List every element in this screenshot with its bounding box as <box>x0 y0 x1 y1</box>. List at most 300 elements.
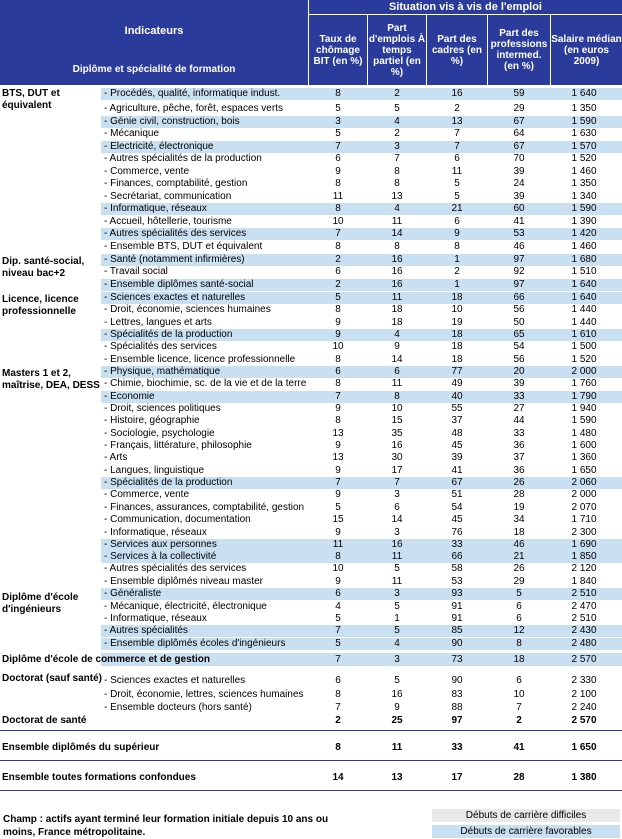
row-value-ca: 16 <box>451 88 463 99</box>
row-value-s: 2 480 <box>571 638 597 649</box>
table-row <box>101 601 622 613</box>
row-value-p: 2 <box>394 128 400 139</box>
row-value-s: 1 390 <box>571 216 597 227</box>
table-row <box>101 88 622 100</box>
row-specialty: - Mécanique, électricité, électronique <box>104 601 267 612</box>
table-row <box>101 702 622 714</box>
row-value-c: 5 <box>335 103 341 114</box>
row-value-c: 9 <box>335 465 341 476</box>
row-value-ca: 45 <box>451 440 463 451</box>
group-label-ingenieurs: Diplôme d'école d'ingénieurs <box>2 592 79 615</box>
row-value-ca: 8 <box>454 241 460 252</box>
row-value-p: 4 <box>394 116 400 127</box>
row-value-pi: 12 <box>513 625 525 636</box>
table-row <box>101 403 622 415</box>
row-value-c: 5 <box>335 613 341 624</box>
table-row <box>101 103 622 115</box>
group-label-licence: Licence, licence professionnelle <box>2 294 79 317</box>
row-value-pi: 64 <box>513 128 525 139</box>
table-row <box>101 203 622 215</box>
row-value-ca: 90 <box>451 675 463 686</box>
row-value-pi: 5 <box>516 588 522 599</box>
row-value-ca: 93 <box>451 588 463 599</box>
row-value-p: 5 <box>394 625 400 636</box>
row-value-ca: 76 <box>451 527 463 538</box>
table-row <box>101 477 622 489</box>
row-value-ca: 51 <box>451 489 463 500</box>
row-value-pi: 39 <box>513 191 525 202</box>
row-value-ca: 19 <box>451 317 463 328</box>
row-value-pi: 46 <box>513 539 525 550</box>
row-value-s: 1 440 <box>571 304 597 315</box>
col-header-chomage: Taux de chômage BIT (en %) <box>309 15 367 85</box>
row-specialty: - Services aux personnes <box>104 539 217 550</box>
row-value-p: 14 <box>391 514 403 525</box>
row-value-p: 8 <box>394 391 400 402</box>
table-row <box>101 415 622 427</box>
row-value-p: 18 <box>391 304 403 315</box>
row-value-ca: 77 <box>451 366 463 377</box>
row-value-p: 5 <box>394 601 400 612</box>
row-value-ca: 55 <box>451 403 463 414</box>
row-specialty: - Informatique, réseaux <box>104 527 207 538</box>
indicators-header <box>0 0 308 85</box>
row-specialty: - Autres spécialités <box>104 625 188 636</box>
row-value-c: 9 <box>335 440 341 451</box>
row-value-p: 11 <box>391 378 403 389</box>
row-value-s: 1 420 <box>571 228 597 239</box>
summary-value-s: 1 380 <box>571 772 597 783</box>
row-value-ca: 33 <box>451 539 463 550</box>
group-label-bts: BTS, DUT et équivalent <box>2 88 60 111</box>
row-value-s: 2 000 <box>571 489 597 500</box>
row-value-c: 7 <box>335 477 341 488</box>
diploma-title: Diplôme et spécialité de formation <box>72 64 236 75</box>
row-value-pi: 29 <box>513 576 525 587</box>
table-row <box>101 689 622 701</box>
row-value-s: 1 570 <box>571 141 597 152</box>
row-value-pi: 67 <box>513 116 525 127</box>
row-value-pi: 53 <box>513 228 525 239</box>
row-value-p: 9 <box>394 702 400 713</box>
row-specialty: - Français, littérature, philosophie <box>104 440 252 451</box>
row-value-s: 1 360 <box>571 452 597 463</box>
row-value-p: 14 <box>391 354 403 365</box>
row-value-pi: 41 <box>513 216 525 227</box>
row-value-ca: 67 <box>451 477 463 488</box>
row-value-p: 16 <box>391 254 403 265</box>
row-value-ca: 18 <box>451 329 463 340</box>
row-value-c: 7 <box>335 391 341 402</box>
row-value-c: 7 <box>335 141 341 152</box>
row-value-s: 2 060 <box>571 477 597 488</box>
row-value-p: 14 <box>391 228 403 239</box>
row-specialty: - Commerce, vente <box>104 166 190 177</box>
footer-champ: Champ : actifs ayant terminé leur formation initiale depuis 10 ans ou moins, France métropolitaine. <box>3 814 329 838</box>
row-value-p: 8 <box>394 166 400 177</box>
row-specialty: - Spécialités de la production <box>104 329 233 340</box>
row-specialty: - Agriculture, pêche, forêt, espaces verts <box>104 103 283 114</box>
row-value-p: 16 <box>391 539 403 550</box>
row-specialty: - Droit, sciences politiques <box>104 403 221 414</box>
separator-line <box>0 790 622 791</box>
summary-value-p: 11 <box>391 742 403 753</box>
row-specialty: - Ensemble diplômes santé-social <box>104 279 254 290</box>
summary-value-ca: 73 <box>451 654 463 665</box>
row-value-c: 9 <box>335 403 341 414</box>
table-row <box>101 341 622 353</box>
row-specialty: - Finances, assurances, comptabilité, gestion <box>104 502 305 513</box>
row-value-ca: 1 <box>454 254 460 265</box>
row-value-p: 11 <box>391 292 403 303</box>
table-row <box>101 440 622 452</box>
row-value-p: 11 <box>391 216 403 227</box>
row-value-p: 1 <box>394 613 400 624</box>
row-value-p: 16 <box>391 689 403 700</box>
table-row <box>101 354 622 366</box>
row-value-pi: 10 <box>513 689 525 700</box>
row-value-s: 1 850 <box>571 551 597 562</box>
summary-label: Doctorat de santé <box>2 715 87 726</box>
row-value-s: 2 470 <box>571 601 597 612</box>
table-row <box>101 317 622 329</box>
row-value-pi: 65 <box>513 329 525 340</box>
row-value-pi: 26 <box>513 477 525 488</box>
group-label-doctorat: Doctorat (sauf santé) <box>2 673 103 684</box>
row-value-s: 1 650 <box>571 465 597 476</box>
row-specialty: - Travail social <box>104 266 168 277</box>
row-specialty: - Droit, économie, sciences humaines <box>104 304 271 315</box>
row-value-pi: 36 <box>513 465 525 476</box>
row-value-c: 5 <box>335 128 341 139</box>
row-value-pi: 66 <box>513 292 525 303</box>
row-value-p: 16 <box>391 440 403 451</box>
table-row <box>101 613 622 625</box>
row-specialty: - Mécanique <box>104 128 160 139</box>
row-value-pi: 59 <box>513 88 525 99</box>
row-value-p: 6 <box>394 502 400 513</box>
row-value-pi: 28 <box>513 489 525 500</box>
col-header-prof-interm: Part des professions intermed. (en %) <box>488 15 550 85</box>
row-value-c: 8 <box>335 689 341 700</box>
row-value-p: 16 <box>391 266 403 277</box>
row-value-pi: 39 <box>513 378 525 389</box>
row-specialty: - Ensemble docteurs (hors santé) <box>104 702 252 713</box>
row-value-p: 9 <box>394 341 400 352</box>
row-value-c: 5 <box>335 502 341 513</box>
row-value-s: 1 940 <box>571 403 597 414</box>
row-value-c: 8 <box>335 415 341 426</box>
row-value-c: 5 <box>335 638 341 649</box>
row-value-c: 2 <box>335 279 341 290</box>
row-specialty: - Ensemble diplômés écoles d'ingénieurs <box>104 638 286 649</box>
row-value-s: 1 680 <box>571 254 597 265</box>
row-value-p: 4 <box>394 638 400 649</box>
row-value-c: 9 <box>335 329 341 340</box>
row-value-s: 1 590 <box>571 203 597 214</box>
row-value-ca: 39 <box>451 452 463 463</box>
row-value-pi: 29 <box>513 103 525 114</box>
table-row <box>101 141 622 153</box>
row-value-ca: 5 <box>454 178 460 189</box>
row-value-c: 5 <box>335 292 341 303</box>
row-specialty: - Langues, linguistique <box>104 465 205 476</box>
row-value-c: 7 <box>335 625 341 636</box>
row-value-s: 2 070 <box>571 502 597 513</box>
row-value-ca: 53 <box>451 576 463 587</box>
row-value-s: 1 790 <box>571 391 597 402</box>
row-value-p: 11 <box>391 576 403 587</box>
row-value-p: 30 <box>391 452 403 463</box>
row-value-pi: 26 <box>513 563 525 574</box>
row-value-c: 10 <box>332 216 344 227</box>
row-value-s: 2 120 <box>571 563 597 574</box>
row-value-s: 1 710 <box>571 514 597 525</box>
row-value-pi: 92 <box>513 266 525 277</box>
row-value-c: 9 <box>335 317 341 328</box>
row-specialty: - Histoire, géographie <box>104 415 200 426</box>
row-value-ca: 66 <box>451 551 463 562</box>
row-value-p: 18 <box>391 317 403 328</box>
row-value-c: 9 <box>335 576 341 587</box>
table-row <box>101 153 622 165</box>
row-specialty: - Généraliste <box>104 588 162 599</box>
summary-value-c: 14 <box>332 772 344 783</box>
row-specialty: - Communication, documentation <box>104 514 251 525</box>
table-row <box>101 514 622 526</box>
row-value-p: 3 <box>394 527 400 538</box>
legend-favorable: Débuts de carrière favorables <box>432 825 620 838</box>
row-specialty: - Accueil, hôtellerie, tourisme <box>104 216 232 227</box>
group-label-masters: Masters 1 et 2, maîtrise, DEA, DESS <box>2 368 100 391</box>
row-value-ca: 45 <box>451 514 463 525</box>
row-value-pi: 34 <box>513 514 525 525</box>
row-specialty: - Spécialités des services <box>104 341 217 352</box>
summary-value-c: 2 <box>335 715 341 726</box>
table-row <box>101 539 622 551</box>
row-value-s: 1 760 <box>571 378 597 389</box>
row-value-c: 9 <box>335 489 341 500</box>
row-value-s: 1 590 <box>571 116 597 127</box>
row-value-ca: 2 <box>454 103 460 114</box>
row-specialty: - Ensemble diplômés niveau master <box>104 576 263 587</box>
row-value-c: 9 <box>335 527 341 538</box>
row-value-s: 2 330 <box>571 675 597 686</box>
row-value-ca: 54 <box>451 502 463 513</box>
row-value-ca: 58 <box>451 563 463 574</box>
row-specialty: - Autres spécialités de la production <box>104 153 262 164</box>
row-value-ca: 88 <box>451 702 463 713</box>
summary-value-c: 7 <box>335 654 341 665</box>
table-row <box>101 216 622 228</box>
row-value-c: 10 <box>332 563 344 574</box>
row-specialty: - Autres spécialités des services <box>104 228 247 239</box>
summary-value-ca: 33 <box>451 742 463 753</box>
row-value-c: 4 <box>335 601 341 612</box>
row-value-s: 1 630 <box>571 128 597 139</box>
row-value-ca: 18 <box>451 341 463 352</box>
row-value-ca: 40 <box>451 391 463 402</box>
row-value-c: 8 <box>335 203 341 214</box>
row-value-ca: 9 <box>454 228 460 239</box>
table-row <box>101 266 622 278</box>
row-value-p: 3 <box>394 141 400 152</box>
row-value-s: 1 600 <box>571 440 597 451</box>
row-value-p: 16 <box>391 279 403 290</box>
row-value-s: 2 510 <box>571 588 597 599</box>
row-value-pi: 67 <box>513 141 525 152</box>
row-value-ca: 37 <box>451 415 463 426</box>
summary-value-pi: 18 <box>513 654 525 665</box>
row-value-c: 13 <box>332 452 344 463</box>
row-value-s: 1 640 <box>571 88 597 99</box>
group-label-sante-social: Dip. santé-social, niveau bac+2 <box>2 256 85 279</box>
row-value-c: 8 <box>335 241 341 252</box>
row-value-pi: 60 <box>513 203 525 214</box>
row-value-pi: 24 <box>513 178 525 189</box>
row-value-ca: 7 <box>454 141 460 152</box>
table-row <box>101 128 622 140</box>
row-value-p: 11 <box>391 551 403 562</box>
table-row <box>101 304 622 316</box>
row-value-s: 2 510 <box>571 613 597 624</box>
row-specialty: - Commerce, vente <box>104 489 190 500</box>
row-value-ca: 41 <box>451 465 463 476</box>
row-value-c: 13 <box>332 428 344 439</box>
summary-row <box>0 771 622 784</box>
row-specialty: - Ensemble licence, licence professionnelle <box>104 354 296 365</box>
row-value-s: 1 520 <box>571 354 597 365</box>
row-specialty: - Finances, comptabilité, gestion <box>104 178 248 189</box>
row-value-pi: 27 <box>513 403 525 414</box>
table-row <box>101 551 622 563</box>
row-value-s: 1 840 <box>571 576 597 587</box>
indicators-title: Indicateurs <box>124 25 184 37</box>
row-value-p: 15 <box>391 415 403 426</box>
summary-label: Diplôme d'école de commerce et de gestion <box>2 654 210 665</box>
table-row <box>101 166 622 178</box>
row-specialty: - Informatique, réseaux <box>104 613 207 624</box>
row-value-s: 1 440 <box>571 317 597 328</box>
row-specialty: - Génie civil, construction, bois <box>104 116 240 127</box>
table-row <box>101 178 622 190</box>
row-value-pi: 6 <box>516 613 522 624</box>
row-value-c: 7 <box>335 702 341 713</box>
row-value-p: 3 <box>394 588 400 599</box>
table-row <box>101 527 622 539</box>
row-specialty: - Services à la collectivité <box>104 551 217 562</box>
table-row <box>101 241 622 253</box>
col-header-cadres: Part des cadres (en %) <box>427 15 487 85</box>
row-value-ca: 6 <box>454 216 460 227</box>
row-value-c: 8 <box>335 178 341 189</box>
row-value-pi: 56 <box>513 354 525 365</box>
row-value-c: 11 <box>332 191 344 202</box>
row-specialty: - Electricité, électronique <box>104 141 214 152</box>
summary-value-ca: 17 <box>451 772 463 783</box>
summary-value-s: 2 570 <box>571 654 597 665</box>
summary-row <box>2 653 622 666</box>
row-value-pi: 50 <box>513 317 525 328</box>
row-value-pi: 33 <box>513 391 525 402</box>
row-specialty: - Physique, mathématique <box>104 366 221 377</box>
table-row <box>101 191 622 203</box>
table-row <box>101 391 622 403</box>
row-specialty: - Ensemble BTS, DUT et équivalent <box>104 241 263 252</box>
row-value-pi: 97 <box>513 279 525 290</box>
row-value-p: 10 <box>391 403 403 414</box>
row-specialty: - Chimie, biochimie, sc. de la vie et de la terre <box>104 378 307 389</box>
row-specialty: - Sciences exactes et naturelles <box>104 675 246 686</box>
row-value-c: 6 <box>335 366 341 377</box>
summary-value-pi: 2 <box>516 715 522 726</box>
row-value-c: 3 <box>335 116 341 127</box>
row-value-s: 1 610 <box>571 329 597 340</box>
col-header-temps-partiel: Part d'emplois À temps partiel (en %) <box>368 15 426 85</box>
table-row <box>101 675 622 687</box>
row-value-ca: 49 <box>451 378 463 389</box>
row-value-p: 8 <box>394 241 400 252</box>
row-value-s: 1 690 <box>571 539 597 550</box>
row-value-ca: 21 <box>451 203 463 214</box>
table-row <box>101 489 622 501</box>
row-value-c: 6 <box>335 153 341 164</box>
row-value-ca: 83 <box>451 689 463 700</box>
row-value-pi: 8 <box>516 638 522 649</box>
separator-line <box>0 760 622 761</box>
row-value-c: 2 <box>335 254 341 265</box>
row-value-s: 1 350 <box>571 103 597 114</box>
row-value-p: 4 <box>394 329 400 340</box>
row-value-pi: 37 <box>513 452 525 463</box>
table-row <box>101 638 622 650</box>
row-value-p: 13 <box>391 191 403 202</box>
table-row <box>101 329 622 341</box>
row-value-s: 2 430 <box>571 625 597 636</box>
row-value-pi: 20 <box>513 366 525 377</box>
col-header-salaire: Salaire médian (en euros 2009) <box>551 15 622 85</box>
summary-value-pi: 28 <box>513 772 525 783</box>
row-value-c: 6 <box>335 675 341 686</box>
table-row <box>101 452 622 464</box>
situation-header: Situation vis à vis de l'emploi <box>309 0 622 14</box>
table-row <box>101 502 622 514</box>
row-specialty: - Sciences exactes et naturelles <box>104 292 246 303</box>
row-value-ca: 6 <box>454 153 460 164</box>
row-specialty: - Droit, économie, lettres, sciences humaines <box>104 689 304 700</box>
row-value-s: 2 300 <box>571 527 597 538</box>
table-row <box>101 563 622 575</box>
row-value-s: 1 640 <box>571 292 597 303</box>
row-value-p: 5 <box>394 563 400 574</box>
row-value-ca: 10 <box>451 304 463 315</box>
row-value-ca: 1 <box>454 279 460 290</box>
row-value-pi: 36 <box>513 440 525 451</box>
row-value-c: 11 <box>332 539 344 550</box>
table-row <box>101 366 622 378</box>
row-value-pi: 18 <box>513 527 525 538</box>
row-value-ca: 85 <box>451 625 463 636</box>
row-value-ca: 2 <box>454 266 460 277</box>
row-value-c: 8 <box>335 354 341 365</box>
row-value-pi: 54 <box>513 341 525 352</box>
table-row <box>101 465 622 477</box>
row-value-c: 8 <box>335 304 341 315</box>
summary-value-p: 3 <box>394 654 400 665</box>
row-value-s: 1 500 <box>571 341 597 352</box>
row-value-ca: 11 <box>451 166 463 177</box>
row-value-pi: 44 <box>513 415 525 426</box>
